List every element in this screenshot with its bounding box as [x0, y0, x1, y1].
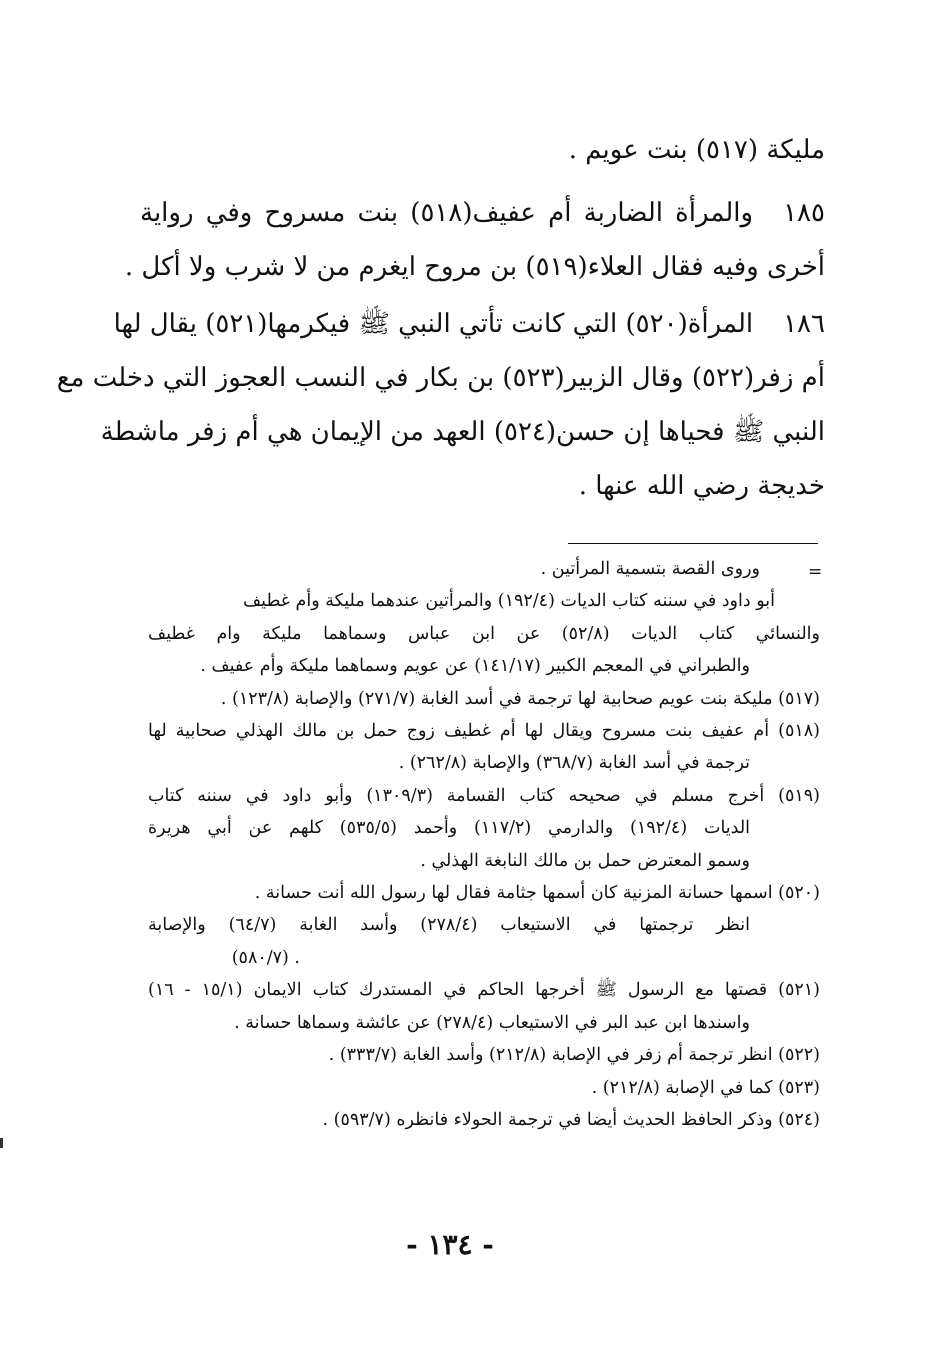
para-186-line-3: النبي ﷺ فحياها إن حسن(٥٢٤) العهد من الإيمان هي أم زفر ماشطة — [100, 417, 825, 447]
footnote-line: أبو داود في سننه كتاب الديات (١٩٢/٤) والمرأتين عندهما مليكة وأم غطيف — [243, 591, 775, 612]
footnote-523: (٥٢٣) كما في الإصابة (٢١٢/٨) . — [591, 1077, 820, 1098]
footnote-line: الديات (١٩٢/٤) والدارمي (١١٧/٢) وأحمد (٥٣٥/٥) كلهم عن أبي هريرة — [148, 818, 751, 839]
para-186-line-1 — [113, 297, 825, 351]
para-186-number: ١٨٦ — [783, 309, 825, 339]
footnote-520: (٥٢٠) اسمها حسانة المزنية كان أسمها جثامة فقال لها رسول الله أنت حسانة . — [254, 883, 820, 904]
main-text — [140, 123, 825, 177]
footnote-line: ترجمة في أسد الغابة (٣٦٨/٧) والإصابة (٢٦٢/٨) . — [398, 753, 750, 774]
footnotes — [148, 553, 823, 1136]
footnote-517: (٥١٧) مليكة بنت عويم صحابية لها ترجمة في أسد الغابة (٢٧١/٧) والإصابة (١٢٣/٨) . — [220, 688, 820, 709]
para-185-number: ١٨٥ — [783, 198, 825, 228]
footnote-524: (٥٢٤) وذكر الحافظ الحديث أيضا في ترجمة الحولاء فانظره (٥٩٣/٧) . — [322, 1109, 820, 1130]
footnote-line: والطبراني في المعجم الكبير (١٤١/١٧) عن عويم وسماهما مليكة وأم عفيف . — [200, 656, 750, 677]
footnote-518: (٥١٨) أم عفيف بنت مسروح ويقال لها أم غطيف زوج حمل بن مالك الهذلي صحابية لها — [148, 721, 820, 742]
footnote-line: انظر ترجمتها في الاستيعاب (٢٧٨/٤) وأسد الغابة (٦٤/٧) والإصابة — [148, 915, 750, 936]
main-line-1: مليكة (٥١٧) بنت عويم . — [568, 135, 825, 165]
footnote-separator — [568, 543, 818, 544]
footnote-line: . (٥٨٠/٧) — [231, 947, 300, 968]
footnote-519: (٥١٩) أخرج مسلم في صحيحه كتاب القسامة (١٣٠٩/٣) وأبو داود في سننه كتاب — [148, 785, 820, 806]
footnote-521: (٥٢١) قصتها مع الرسول ﷺ أخرجها الحاكم في المستدرك كتاب الايمان (١٥/١ - ١٦) — [148, 980, 820, 1001]
paragraph-186 — [56, 297, 825, 513]
para-185-line-2: أخرى وفيه فقال العلاء(٥١٩) بن مروح ايغرم من لا شرب ولا أكل . — [124, 252, 825, 282]
footnote-line: والنسائي كتاب الديات (٥٢/٨) عن ابن عباس وسماهما مليكة وام غطيف — [148, 623, 820, 644]
paragraph-185 — [124, 186, 825, 294]
footnote-522: (٥٢٢) انظر ترجمة أم زفر في الإصابة (٢١٢/٨) وأسد الغابة (٣٣٣/٧) . — [328, 1045, 820, 1066]
footnote-continuation-mark: = — [808, 562, 823, 582]
footnote-line: وروى القصة بتسمية المرأتين . — [540, 559, 760, 579]
footnote-line: وسمو المعترض حمل بن مالك النابغة الهذلي . — [420, 850, 750, 871]
footnote-line: واسندها ابن عبد البر في الاستيعاب (٢٧٨/٤) عن عائشة وسماها حسانة . — [234, 1012, 750, 1033]
para-185-line-1 — [140, 186, 825, 240]
scan-edge-mark — [0, 1138, 3, 1148]
para-186-line-2: أم زفر(٥٢٢) وقال الزبير(٥٢٣) بن بكار في النسب العجوز التي دخلت مع — [56, 363, 825, 393]
page-number: - ١٣٤ - — [406, 1228, 494, 1261]
para-186-line-1-text: المرأة(٥٢٠) التي كانت تأتي النبي ﷺ فيكرمها(٥٢١) يقال لها — [113, 309, 754, 339]
para-186-line-4: خديجة رضي الله عنها . — [578, 471, 825, 501]
para-185-line-1-text: والمرأة الضاربة أم عفيف(٥١٨) بنت مسروح وفي رواية — [140, 198, 754, 228]
